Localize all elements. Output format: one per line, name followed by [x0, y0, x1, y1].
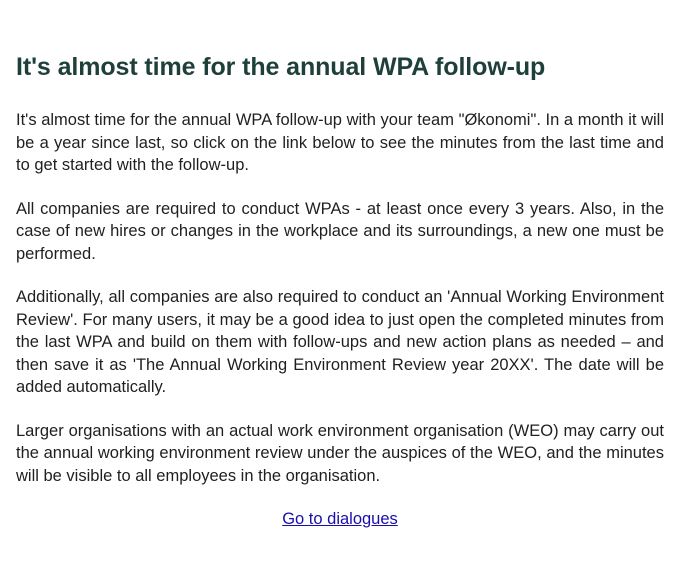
paragraph-requirements: All companies are required to conduct WPAs - at least once every 3 years. Also, in the case of new hires or changes in the workplace and its surroundings, a new one must be performed.	[16, 199, 664, 263]
paragraph-larger-organisations: Larger organisations with an actual work environment organisation (WEO) may carry out the annual working environment review under the auspices of the WEO, and the minutes will be visible to all employees in the organisation.	[16, 421, 664, 485]
page-title: It's almost time for the annual WPA follow-up	[16, 53, 546, 81]
email-content	[16, 52, 664, 530]
paragraph-intro: It's almost time for the annual WPA follow-up with your team "Økonomi". In a month it will be a year since last, so click on the link below to see the minutes from the last time and to get started with the follow-up.	[16, 111, 664, 174]
cta-container	[16, 508, 664, 530]
paragraph-annual-review: Additionally, all companies are also required to conduct an 'Annual Working Environment Review'. For many users, it may be a good idea to just open the completed minutes from the last WPA and build on them with follow-ups and new action plans as needed – and then save it as 'The Annual Working Environment Review year 20XX'. The date will be added automatically.	[16, 288, 664, 396]
go-to-dialogues-link[interactable]: Go to dialogues	[282, 510, 398, 528]
